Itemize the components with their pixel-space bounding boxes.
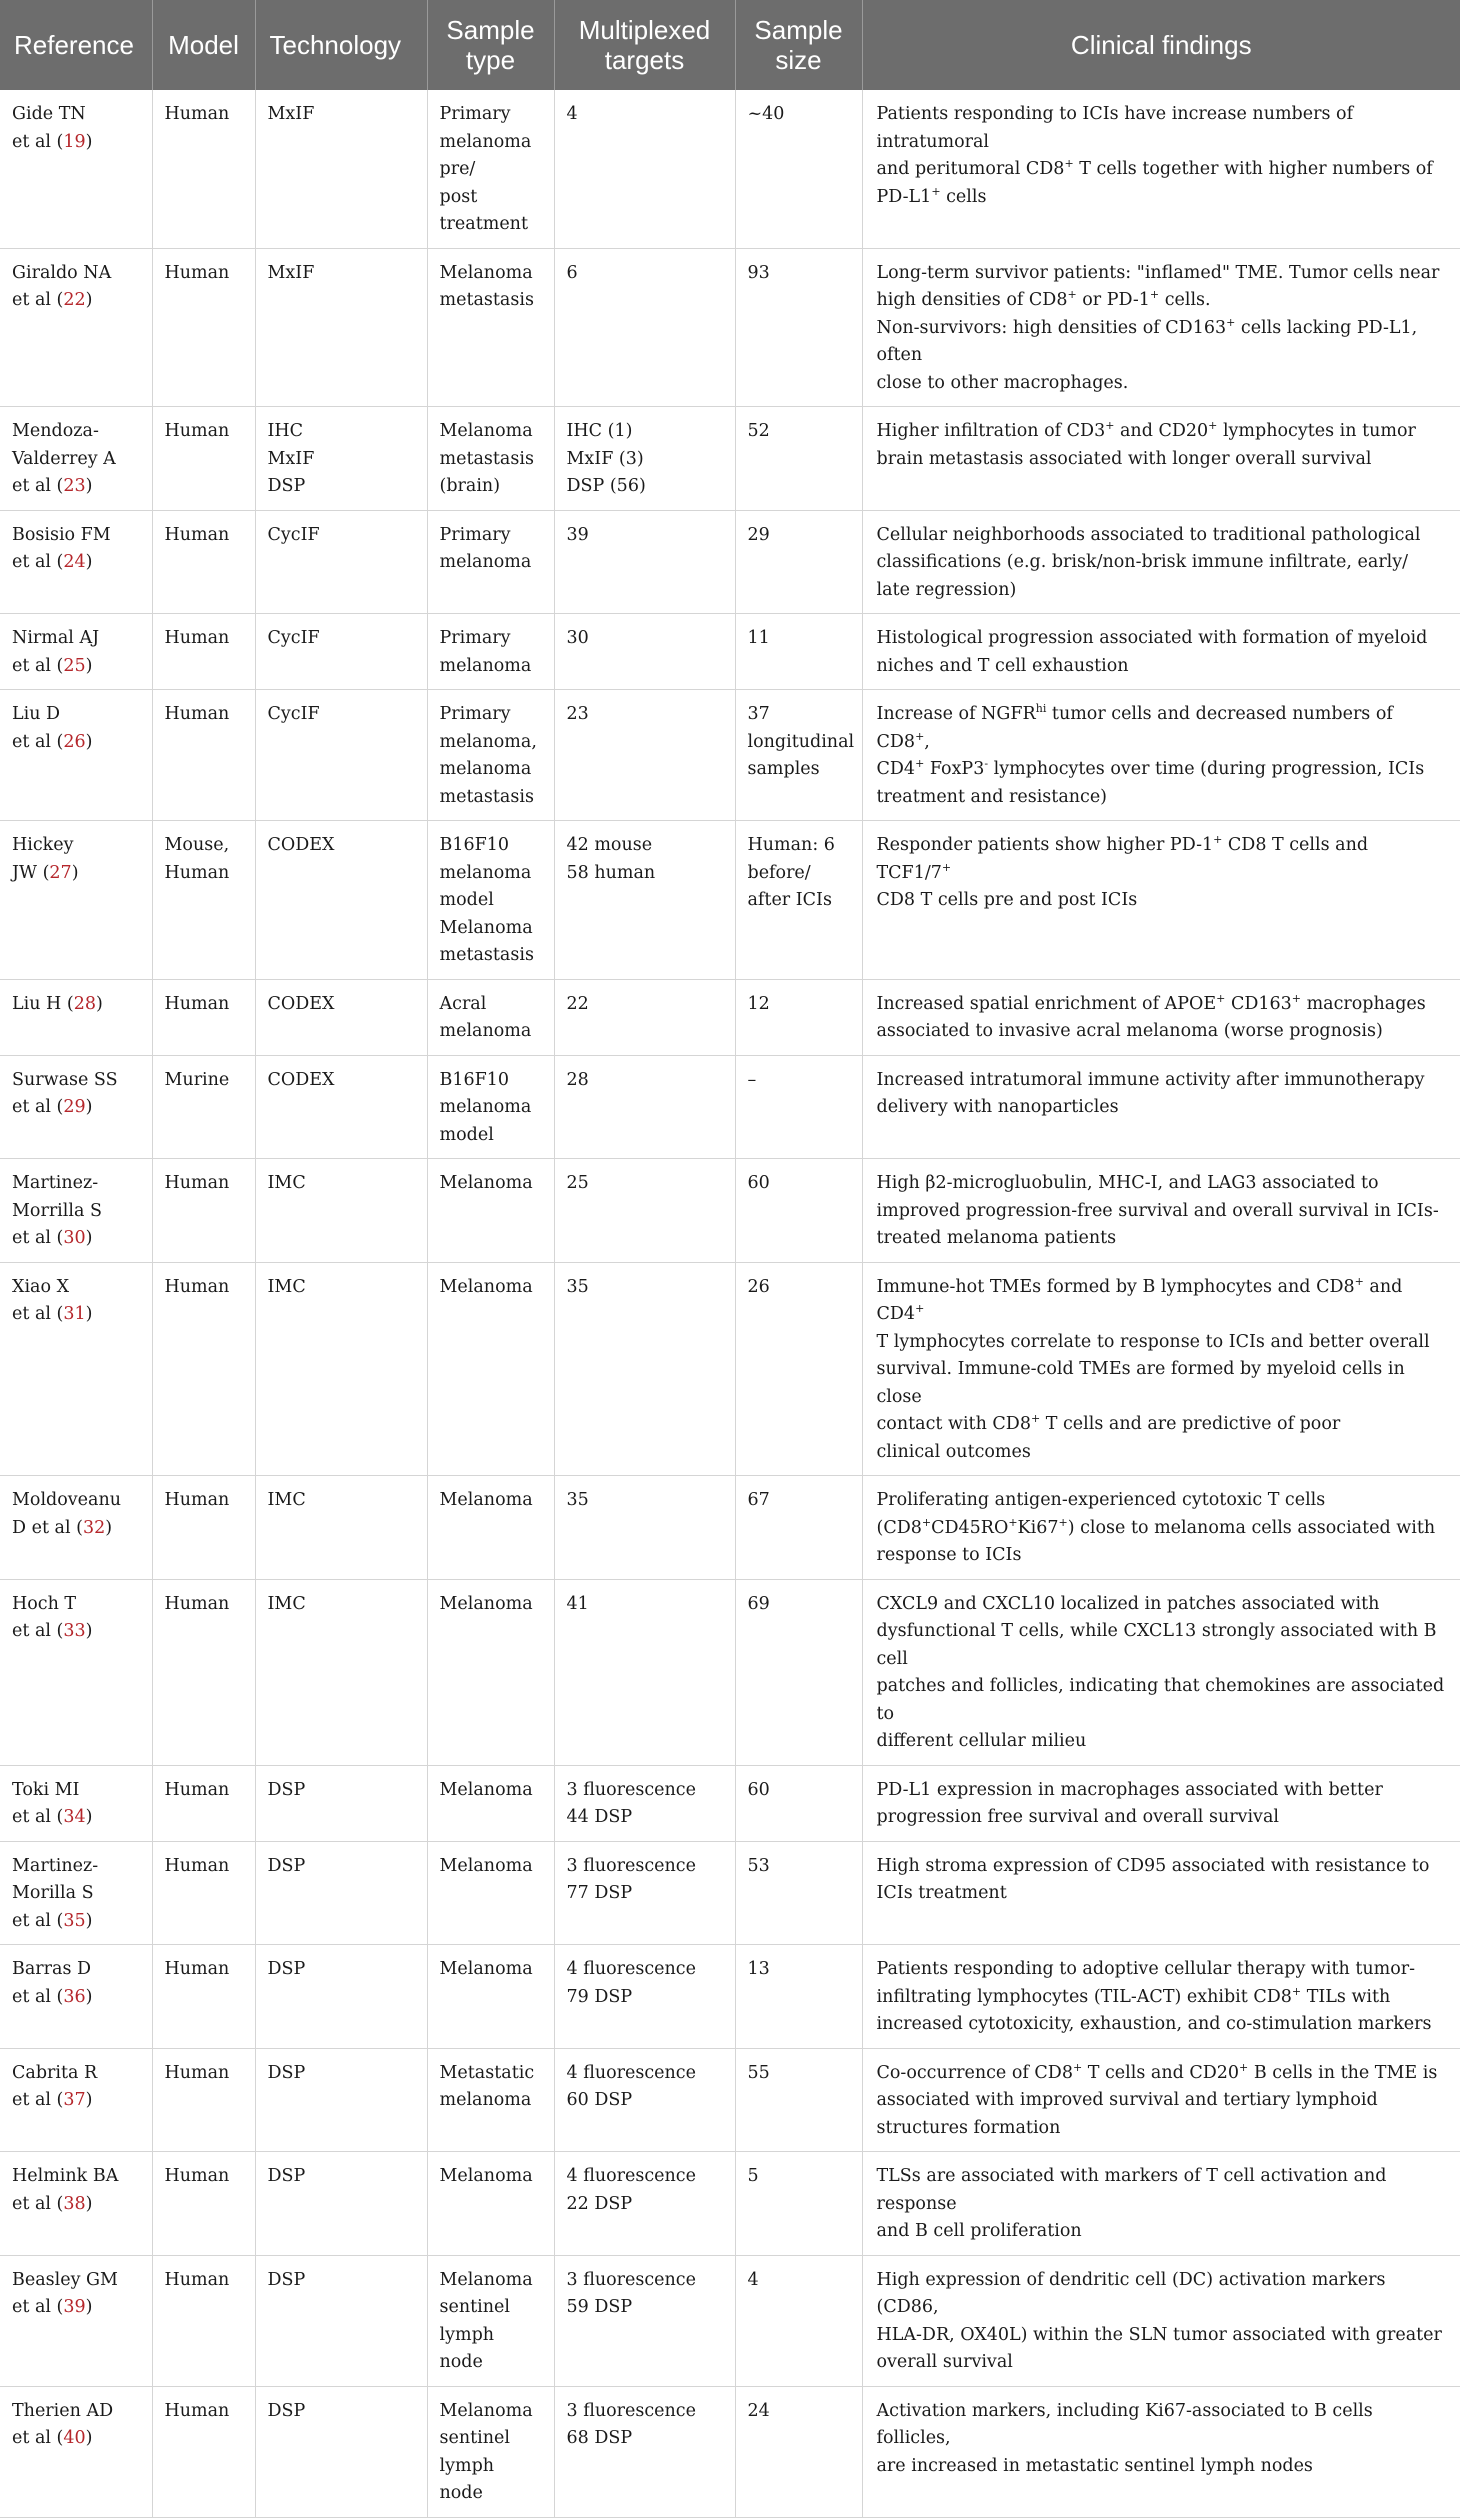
- cell-clinical-findings: [862, 407, 1460, 511]
- findings-superscript: +: [921, 1515, 932, 1529]
- reference-text: Gide TN et al (: [12, 104, 86, 152]
- cell-sample-type: Melanoma: [427, 1159, 554, 1263]
- cell-sample-size: 11: [735, 614, 862, 690]
- reference-number-link[interactable]: 23: [63, 476, 86, 496]
- findings-text: CD45RO: [931, 1517, 1009, 1538]
- table-row: [0, 1476, 1460, 1580]
- reference-close-paren: ): [85, 655, 93, 676]
- cell-reference: [0, 1579, 152, 1765]
- findings-text: CXCL9 and CXCL10 localized in patches associated with dysfunctional T cells, while CXCL13 strongly associated with B cell patches and follicles, indicating that chemokines are associated to different cellular milieu: [876, 1593, 1445, 1751]
- findings-superscript: +: [1105, 419, 1115, 433]
- cell-clinical-findings: [862, 1945, 1460, 2049]
- findings-text: macrophages associated to invasive acral melanoma (worse prognosis): [876, 993, 1426, 1041]
- reference-number-link[interactable]: 36: [63, 1986, 86, 2007]
- reference-text: Beasley GM et al (: [12, 2269, 118, 2317]
- reference-number-link[interactable]: 19: [63, 131, 86, 152]
- table-row: [0, 2048, 1460, 2152]
- findings-text: T cells and are predictive of poor clinical outcomes: [876, 1414, 1341, 1462]
- reference-close-paren: ): [85, 2193, 93, 2214]
- cell-sample-type: Melanoma metastasis (brain): [427, 407, 554, 511]
- findings-superscript: +: [1291, 1984, 1302, 1998]
- reference-number-link[interactable]: 29: [63, 1097, 86, 1117]
- reference-text: Therien AD et al (: [12, 2400, 114, 2448]
- findings-text: and CD4: [876, 1276, 1403, 1324]
- findings-text: , CD4: [876, 731, 930, 779]
- table-row: [0, 1055, 1460, 1159]
- cell-multiplexed-targets: 3 fluorescence 68 DSP: [554, 2386, 735, 2517]
- table-body: [0, 90, 1460, 2517]
- findings-superscript: +: [1008, 1515, 1018, 1529]
- cell-sample-type: Melanoma sentinel lymph node: [427, 2255, 554, 2386]
- cell-clinical-findings: [862, 2152, 1460, 2256]
- cell-model: Human: [152, 248, 255, 407]
- cell-clinical-findings: [862, 614, 1460, 690]
- reference-close-paren: ): [85, 290, 93, 310]
- header-sample-type: Sample type: [427, 0, 554, 90]
- cell-sample-type: Melanoma: [427, 2152, 554, 2256]
- cell-clinical-findings: [862, 90, 1460, 248]
- cell-technology: MxIF: [255, 90, 427, 248]
- findings-superscript: +: [915, 1302, 925, 1316]
- cell-multiplexed-targets: 22: [554, 979, 735, 1055]
- findings-superscript: -: [984, 757, 989, 771]
- cell-clinical-findings: [862, 2255, 1460, 2386]
- cell-multiplexed-targets: 3 fluorescence 44 DSP: [554, 1765, 735, 1841]
- cell-clinical-findings: [862, 1765, 1460, 1841]
- cell-multiplexed-targets: 35: [554, 1262, 735, 1476]
- reference-text: Nirmal AJ et al (: [12, 628, 100, 676]
- cell-model: Mouse, Human: [152, 821, 255, 980]
- table-row: [0, 614, 1460, 690]
- cell-sample-size: –: [735, 1055, 862, 1159]
- table-row: [0, 1579, 1460, 1765]
- findings-superscript: +: [1072, 2060, 1083, 2074]
- reference-text: Cabrita R et al (: [12, 2062, 98, 2110]
- cell-multiplexed-targets: 3 fluorescence 59 DSP: [554, 2255, 735, 2386]
- cell-reference: [0, 2048, 152, 2152]
- cell-multiplexed-targets: 6: [554, 248, 735, 407]
- findings-text: Cellular neighborhoods associated to traditional pathological classifications (e.g. brisk/non-brisk immune infiltrate, early/ late regression): [876, 524, 1421, 600]
- cell-sample-type: Melanoma: [427, 1579, 554, 1765]
- findings-superscript: +: [1058, 1515, 1068, 1529]
- cell-sample-type: Primary melanoma: [427, 510, 554, 614]
- cell-technology: IMC: [255, 1476, 427, 1580]
- cell-multiplexed-targets: 4: [554, 90, 735, 248]
- cell-sample-type: Primary melanoma: [427, 614, 554, 690]
- cell-sample-size: ~40: [735, 90, 862, 248]
- findings-text: Increased intratumoral immune activity after immunotherapy delivery with nanoparticles: [876, 1069, 1425, 1117]
- table-row: [0, 2386, 1460, 2517]
- cell-multiplexed-targets: 3 fluorescence 77 DSP: [554, 1841, 735, 1945]
- table-row: [0, 979, 1460, 1055]
- reference-number-link[interactable]: 22: [63, 290, 86, 310]
- cell-multiplexed-targets: 42 mouse 58 human: [554, 821, 735, 980]
- header-multiplexed-targets: Multiplexed targets: [554, 0, 735, 90]
- findings-text: CD8 T cells and TCF1/7: [876, 835, 1369, 883]
- findings-superscript: +: [1064, 157, 1074, 171]
- cell-sample-type: B16F10 melanoma model Melanoma metastasis: [427, 821, 554, 980]
- cell-technology: CycIF: [255, 690, 427, 821]
- findings-text: Activation markers, including Ki67-associated to B cells follicles, are increased in metastatic sentinel lymph nodes: [876, 2400, 1373, 2476]
- cell-technology: DSP: [255, 2048, 427, 2152]
- findings-text: Long-term survivor patients: "inflamed" TME. Tumor cells near high densities of CD8: [876, 262, 1440, 310]
- findings-text: CD163: [1225, 993, 1292, 1014]
- header-reference: Reference: [0, 0, 152, 90]
- reference-text: Helmink BA et al (: [12, 2166, 119, 2214]
- header-clinical-findings: Clinical findings: [862, 0, 1460, 90]
- reference-number-link[interactable]: 35: [63, 1910, 86, 1931]
- cell-sample-size: 52: [735, 407, 862, 511]
- cell-sample-size: 67: [735, 1476, 862, 1580]
- cell-model: Human: [152, 2048, 255, 2152]
- cell-reference: [0, 1055, 152, 1159]
- cell-technology: MxIF: [255, 248, 427, 407]
- findings-superscript: +: [1226, 315, 1236, 329]
- cell-reference: [0, 690, 152, 821]
- cell-reference: [0, 248, 152, 407]
- cell-technology: IMC: [255, 1579, 427, 1765]
- cell-reference: [0, 1476, 152, 1580]
- cell-technology: DSP: [255, 2386, 427, 2517]
- cell-reference: [0, 90, 152, 248]
- findings-text: TILs with increased cytotoxicity, exhaustion, and co-stimulation markers: [876, 1986, 1432, 2034]
- cell-multiplexed-targets: 4 fluorescence 60 DSP: [554, 2048, 735, 2152]
- cell-technology: CODEX: [255, 979, 427, 1055]
- cell-sample-type: Melanoma: [427, 1945, 554, 2049]
- cell-sample-type: Melanoma: [427, 1476, 554, 1580]
- cell-reference: [0, 614, 152, 690]
- cell-clinical-findings: [862, 1055, 1460, 1159]
- table-row: [0, 1159, 1460, 1263]
- reference-text: Bosisio FM et al (: [12, 524, 111, 572]
- cell-sample-size: 13: [735, 1945, 862, 2049]
- findings-superscript: +: [1067, 288, 1077, 302]
- reference-close-paren: ): [85, 2428, 93, 2448]
- reference-close-paren: ): [95, 993, 103, 1014]
- cell-sample-size: 60: [735, 1765, 862, 1841]
- cell-reference: [0, 1841, 152, 1945]
- cell-sample-size: 53: [735, 1841, 862, 1945]
- findings-text: TLSs are associated with markers of T cell activation and response and B cell proliferation: [876, 2166, 1387, 2241]
- findings-superscript: +: [1239, 2060, 1249, 2074]
- cell-clinical-findings: [862, 1159, 1460, 1263]
- reference-text: Giraldo NA et al (: [12, 262, 112, 310]
- findings-text: ) close to melanoma cells associated with response to ICIs: [876, 1517, 1436, 1565]
- reference-close-paren: ): [85, 1621, 93, 1641]
- findings-text: High expression of dendritic cell (DC) activation markers (CD86, HLA-DR, OX40L) within the SLN tumor associated with greater overall survival: [876, 2269, 1442, 2372]
- findings-text: Ki67: [1017, 1517, 1059, 1538]
- cell-model: Human: [152, 1841, 255, 1945]
- cell-reference: [0, 2152, 152, 2256]
- findings-text: lymphocytes over time (during progression, ICIs treatment and resistance): [876, 759, 1425, 807]
- cell-clinical-findings: [862, 2048, 1460, 2152]
- cell-sample-type: Primary melanoma pre/ post treatment: [427, 90, 554, 248]
- cell-model: Human: [152, 90, 255, 248]
- reference-close-paren: ): [71, 862, 79, 883]
- reference-close-paren: ): [85, 476, 93, 496]
- cell-sample-size: 37 longitudinal samples: [735, 690, 862, 821]
- table-row: [0, 510, 1460, 614]
- cell-multiplexed-targets: 39: [554, 510, 735, 614]
- cell-clinical-findings: [862, 1579, 1460, 1765]
- reference-close-paren: ): [85, 1228, 93, 1248]
- reference-number-link[interactable]: 39: [63, 2297, 86, 2317]
- cell-technology: CycIF: [255, 510, 427, 614]
- cell-reference: [0, 2386, 152, 2517]
- reference-text: Surwase SS et al (: [12, 1069, 118, 1117]
- findings-superscript: +: [941, 860, 952, 874]
- cell-sample-type: Melanoma: [427, 1841, 554, 1945]
- cell-model: Human: [152, 2386, 255, 2517]
- findings-text: FoxP3: [924, 759, 985, 779]
- cell-technology: CODEX: [255, 821, 427, 980]
- reference-number-link[interactable]: 37: [63, 2090, 86, 2110]
- reference-number-link[interactable]: 31: [63, 1304, 86, 1324]
- cell-multiplexed-targets: 28: [554, 1055, 735, 1159]
- cell-model: Human: [152, 1945, 255, 2049]
- reference-text: Moldoveanu D et al (: [12, 1490, 122, 1538]
- findings-text: tumor cells and decreased numbers of CD8: [876, 704, 1393, 752]
- cell-clinical-findings: [862, 821, 1460, 980]
- reference-text: Xiao X et al (: [12, 1276, 70, 1324]
- cell-clinical-findings: [862, 2386, 1460, 2517]
- cell-technology: DSP: [255, 1945, 427, 2049]
- cell-reference: [0, 407, 152, 511]
- header-model: Model: [152, 0, 255, 90]
- findings-text: cells. Non-survivors: high densities of CD163: [876, 290, 1227, 338]
- cell-model: Murine: [152, 1055, 255, 1159]
- findings-text: High stroma expression of CD95 associated with resistance to ICIs treatment: [876, 1855, 1430, 1903]
- cell-sample-size: 60: [735, 1159, 862, 1263]
- cell-technology: CODEX: [255, 1055, 427, 1159]
- reference-text: Hickey JW (: [12, 835, 74, 883]
- findings-text: Immune-hot TMEs formed by B lymphocytes and CD8: [876, 1276, 1355, 1297]
- cell-model: Human: [152, 2255, 255, 2386]
- reference-number-link[interactable]: 27: [49, 862, 72, 883]
- findings-text: Increase of NGFR: [876, 704, 1036, 724]
- cell-reference: [0, 1945, 152, 2049]
- cell-model: Human: [152, 1262, 255, 1476]
- cell-model: Human: [152, 1579, 255, 1765]
- cell-sample-type: B16F10 melanoma model: [427, 1055, 554, 1159]
- reference-number-link[interactable]: 30: [63, 1228, 86, 1248]
- reference-close-paren: ): [85, 1986, 93, 2007]
- findings-text: Patients responding to adoptive cellular therapy with tumor- infiltrating lymphocytes (TIL-ACT) exhibit CD8: [876, 1959, 1416, 2007]
- cell-sample-type: Melanoma metastasis: [427, 248, 554, 407]
- cell-model: Human: [152, 690, 255, 821]
- cell-technology: DSP: [255, 2255, 427, 2386]
- reference-close-paren: ): [85, 731, 93, 752]
- cell-reference: [0, 821, 152, 980]
- table-row: [0, 2255, 1460, 2386]
- findings-superscript: +: [1354, 1274, 1364, 1288]
- reference-text: Martinez- Morilla S et al (: [12, 1855, 99, 1931]
- reference-number-link[interactable]: 33: [63, 1621, 86, 1641]
- table-row: [0, 1765, 1460, 1841]
- cell-technology: DSP: [255, 1765, 427, 1841]
- reference-text: Liu D et al (: [12, 704, 64, 752]
- findings-text: PD-L1 expression in macrophages associated with better progression free survival and overall survival: [876, 1779, 1383, 1827]
- table-row: [0, 248, 1460, 407]
- reference-close-paren: ): [85, 131, 93, 152]
- cell-sample-type: Melanoma sentinel lymph node: [427, 2386, 554, 2517]
- findings-text: CD8 T cells pre and post ICIs: [876, 890, 1138, 910]
- findings-text: Proliferating antigen-experienced cytotoxic T cells (CD8: [876, 1490, 1326, 1538]
- reference-close-paren: ): [85, 1097, 93, 1117]
- findings-text: High β2-microgluobulin, MHC-I, and LAG3 associated to improved progression-free survival and overall survival in ICIs- treated melanoma patients: [876, 1173, 1439, 1248]
- cell-multiplexed-targets: 4 fluorescence 22 DSP: [554, 2152, 735, 2256]
- cell-multiplexed-targets: 30: [554, 614, 735, 690]
- cell-reference: [0, 1765, 152, 1841]
- findings-superscript: +: [915, 757, 925, 771]
- findings-text: Patients responding to ICIs have increase numbers of intratumoral and peritumoral CD8: [876, 104, 1354, 179]
- reference-text: Barras D et al (: [12, 1959, 92, 2007]
- reference-text: Liu H (: [12, 993, 74, 1014]
- reference-number-link[interactable]: 38: [63, 2193, 86, 2214]
- cell-technology: DSP: [255, 2152, 427, 2256]
- header-row: [0, 0, 1460, 90]
- cell-multiplexed-targets: IHC (1) MxIF (3) DSP (56): [554, 407, 735, 511]
- cell-clinical-findings: [862, 690, 1460, 821]
- findings-text: B cells in the TME is associated with improved survival and tertiary lymphoid structures formation: [876, 2062, 1438, 2138]
- cell-sample-size: 26: [735, 1262, 862, 1476]
- findings-text: T cells together with higher numbers of PD-L1: [876, 159, 1433, 207]
- cell-sample-type: Primary melanoma, melanoma metastasis: [427, 690, 554, 821]
- cell-sample-size: 69: [735, 1579, 862, 1765]
- table-row: [0, 407, 1460, 511]
- table-row: [0, 690, 1460, 821]
- cell-reference: [0, 510, 152, 614]
- cell-multiplexed-targets: 41: [554, 1579, 735, 1765]
- reference-close-paren: ): [105, 1517, 113, 1538]
- cell-sample-type: Melanoma: [427, 1765, 554, 1841]
- reference-text: Toki MI et al (: [12, 1779, 80, 1827]
- cell-model: Human: [152, 510, 255, 614]
- findings-superscript: +: [1216, 991, 1226, 1005]
- findings-text: Higher infiltration of CD3: [876, 421, 1106, 441]
- reference-text: Mendoza- Valderrey A et al (: [12, 421, 116, 496]
- cell-technology: CycIF: [255, 614, 427, 690]
- cell-technology: IHC MxIF DSP: [255, 407, 427, 511]
- table-row: [0, 1945, 1460, 2049]
- reference-number-link[interactable]: 25: [63, 655, 86, 676]
- findings-superscript: +: [1213, 833, 1223, 847]
- cell-model: Human: [152, 979, 255, 1055]
- cell-clinical-findings: [862, 510, 1460, 614]
- findings-text: Co-occurrence of CD8: [876, 2062, 1073, 2083]
- findings-superscript: +: [1030, 1412, 1041, 1426]
- cell-reference: [0, 1262, 152, 1476]
- table-header: [0, 0, 1460, 90]
- cell-model: Human: [152, 1765, 255, 1841]
- findings-text: T lymphocytes correlate to response to ICIs and better overall survival. Immune-cold TMEs are formed by myeloid cells in close contact with CD8: [876, 1331, 1430, 1434]
- findings-text: or PD-1: [1076, 290, 1150, 310]
- cell-sample-size: 4: [735, 2255, 862, 2386]
- findings-text: T cells and CD20: [1082, 2062, 1240, 2083]
- cell-technology: DSP: [255, 1841, 427, 1945]
- reference-close-paren: ): [85, 1807, 93, 1827]
- cell-multiplexed-targets: 25: [554, 1159, 735, 1263]
- reference-close-paren: ): [85, 2297, 93, 2317]
- cell-model: Human: [152, 614, 255, 690]
- cell-clinical-findings: [862, 1262, 1460, 1476]
- cell-sample-type: Metastatic melanoma: [427, 2048, 554, 2152]
- header-technology: Technology: [255, 0, 427, 90]
- cell-sample-size: 12: [735, 979, 862, 1055]
- cell-sample-size: 29: [735, 510, 862, 614]
- table-row: [0, 1841, 1460, 1945]
- cell-multiplexed-targets: 35: [554, 1476, 735, 1580]
- findings-superscript: hi: [1035, 702, 1047, 716]
- reference-close-paren: ): [85, 1304, 93, 1324]
- cell-clinical-findings: [862, 1841, 1460, 1945]
- cell-sample-size: 93: [735, 248, 862, 407]
- cell-technology: IMC: [255, 1262, 427, 1476]
- table-row: [0, 90, 1460, 248]
- reference-close-paren: ): [85, 2090, 93, 2110]
- cell-sample-size: 24: [735, 2386, 862, 2517]
- cell-sample-type: Acral melanoma: [427, 979, 554, 1055]
- findings-text: Histological progression associated with formation of myeloid niches and T cell exhaustion: [876, 628, 1428, 676]
- reference-number-link[interactable]: 26: [63, 731, 86, 752]
- findings-text: cells: [940, 186, 987, 207]
- findings-text: and CD20: [1114, 421, 1209, 441]
- cell-multiplexed-targets: 4 fluorescence 79 DSP: [554, 1945, 735, 2049]
- cell-sample-type: Melanoma: [427, 1262, 554, 1476]
- cell-sample-size: 55: [735, 2048, 862, 2152]
- cell-technology: IMC: [255, 1159, 427, 1263]
- findings-text: cells lacking PD-L1, often close to other macrophages.: [876, 317, 1418, 393]
- reference-number-link[interactable]: 34: [63, 1807, 86, 1827]
- table-row: [0, 2152, 1460, 2256]
- reference-number-link[interactable]: 24: [63, 552, 86, 572]
- table-row: [0, 1262, 1460, 1476]
- cell-clinical-findings: [862, 248, 1460, 407]
- cell-model: Human: [152, 407, 255, 511]
- cell-multiplexed-targets: 23: [554, 690, 735, 821]
- cell-reference: [0, 979, 152, 1055]
- reference-text: Martinez- Morrilla S et al (: [12, 1173, 102, 1248]
- reference-close-paren: ): [85, 1910, 93, 1931]
- reference-number-link[interactable]: 32: [82, 1517, 106, 1538]
- cell-model: Human: [152, 1159, 255, 1263]
- cell-sample-size: 5: [735, 2152, 862, 2256]
- cell-model: Human: [152, 2152, 255, 2256]
- reference-number-link[interactable]: 28: [73, 993, 96, 1014]
- findings-text: Increased spatial enrichment of APOE: [876, 993, 1217, 1014]
- findings-superscript: +: [1208, 419, 1218, 433]
- findings-superscript: +: [931, 184, 941, 198]
- cell-reference: [0, 1159, 152, 1263]
- findings-text: lymphocytes in tumor brain metastasis associated with longer overall survival: [876, 421, 1416, 469]
- cell-clinical-findings: [862, 979, 1460, 1055]
- findings-superscript: +: [1149, 288, 1160, 302]
- findings-superscript: +: [915, 729, 925, 743]
- reference-close-paren: ): [85, 552, 93, 572]
- cell-sample-size: Human: 6 before/ after ICIs: [735, 821, 862, 980]
- findings-superscript: +: [1291, 991, 1301, 1005]
- reference-text: Hoch T et al (: [12, 1593, 77, 1641]
- cell-model: Human: [152, 1476, 255, 1580]
- findings-text: Responder patients show higher PD-1: [876, 835, 1214, 855]
- table-row: [0, 821, 1460, 980]
- header-sample-size: Sample size: [735, 0, 862, 90]
- reference-number-link[interactable]: 40: [63, 2428, 86, 2448]
- cell-clinical-findings: [862, 1476, 1460, 1580]
- cell-reference: [0, 2255, 152, 2386]
